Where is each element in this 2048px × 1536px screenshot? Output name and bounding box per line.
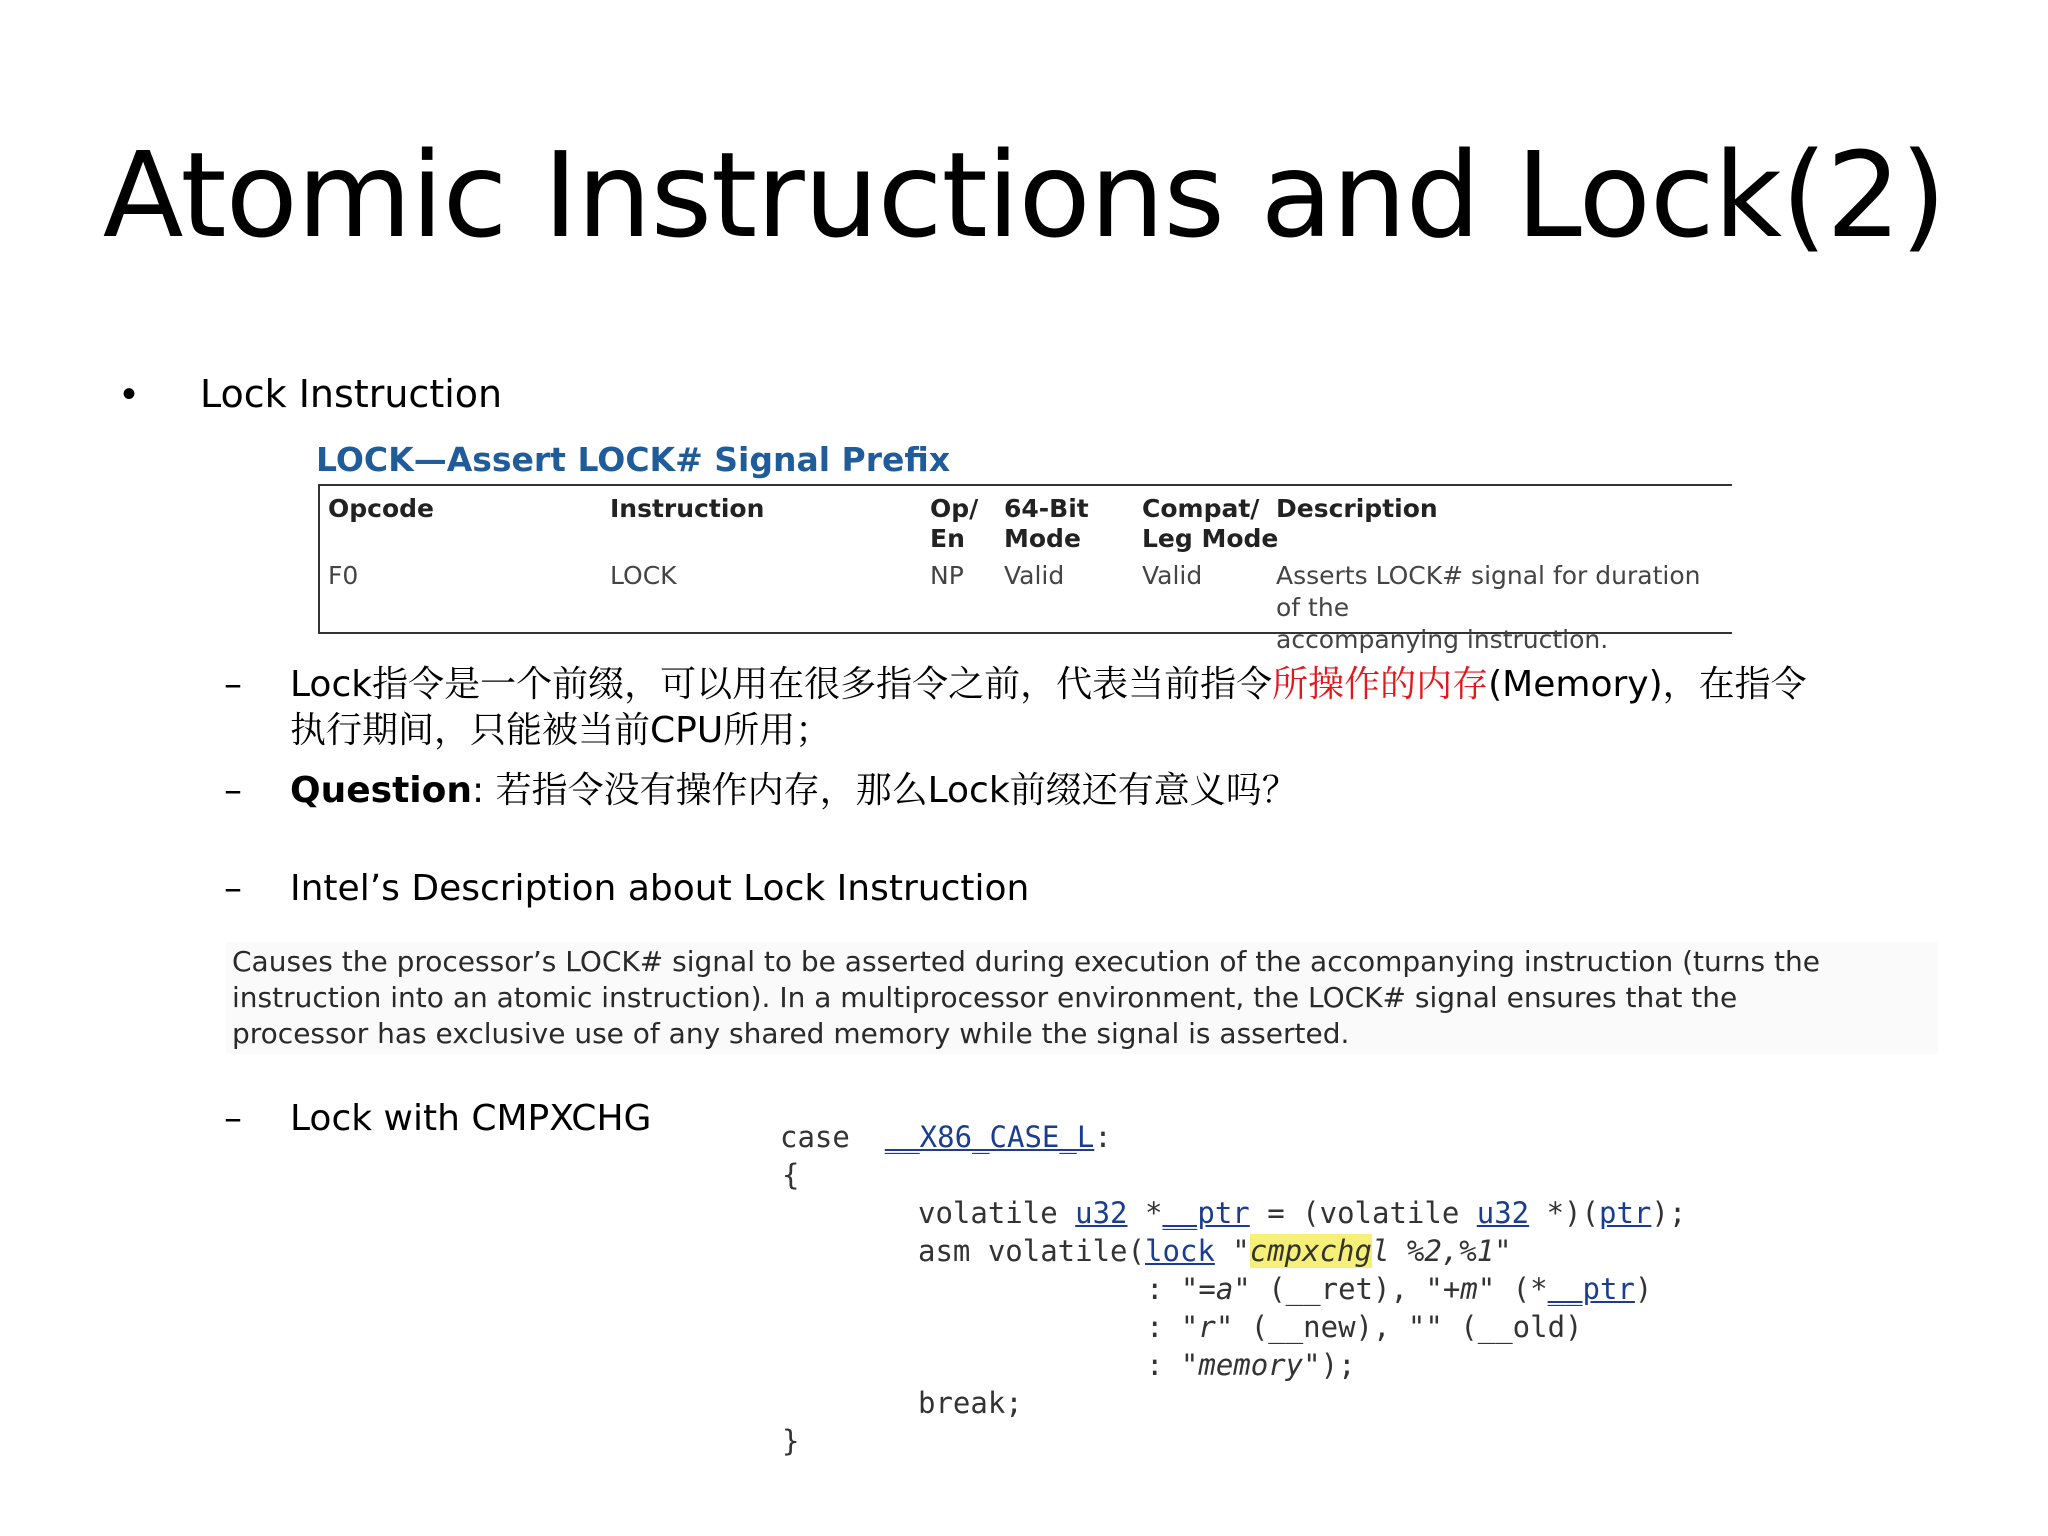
code-clobber-memory: "memory" [1180,1348,1321,1382]
code-eq-cast: = (volatile [1249,1196,1477,1230]
bullet-marker: • [122,372,137,416]
cell-description [1276,560,1732,656]
cell-64bit-mode: Valid [1004,561,1065,590]
header-op-en-line2: En [930,524,965,553]
code-line-clobber [1146,1346,1356,1384]
code-new: (__new), [1233,1310,1408,1344]
code-line-open-brace: { [782,1158,800,1192]
dash-marker: – [224,868,242,909]
point-lock-prefix [290,662,1970,754]
code-star: * [1127,1196,1163,1230]
code-clobber-end: ); [1320,1348,1356,1382]
code-case-label: __X86_CASE_L [884,1120,1095,1154]
code-ret: (__ret), [1250,1272,1426,1306]
question-colon: : [472,770,496,811]
intel-description-block [226,942,1938,1054]
header-64bit-line2: Mode [1004,524,1081,553]
code-volatile: volatile [918,1196,1076,1230]
cell-instruction: LOCK [610,561,677,590]
code-line-break: break; [918,1386,1023,1420]
point1-line2a: 执行期间，只能被当前 [290,710,651,751]
header-compat-line1: Compat/ [1142,494,1260,523]
dash-marker: – [224,770,242,811]
code-case-colon: : [1094,1120,1112,1154]
header-64bit-mode [1004,494,1089,554]
code-colon-2: : [1146,1310,1181,1344]
code-u32: u32 [1075,1196,1128,1230]
question-part1: 若指令没有操作内存，那么 [495,770,928,811]
bullet-lock-instruction: Lock Instruction [200,372,503,416]
dash-marker: – [224,664,242,705]
question-part3: 前缀还有意义吗？ [1009,770,1298,811]
header-compat-line2: Leg Mode [1142,524,1279,553]
header-compat-leg-mode [1142,494,1278,554]
code-constraint-m: "+m" [1425,1272,1496,1306]
code-deref-close: ) [1634,1272,1653,1306]
intel-description-line1: Causes the processor’s LOCK# signal to be asserted during execution of the accompanying instruction (turns the [232,945,1820,978]
point-intel-description: Intel’s Description about Lock Instruction [290,868,1030,909]
header-op-en-line1: Op/ [930,494,979,523]
code-line-case [780,1118,1112,1156]
point1-highlight: 所操作的内存 [1272,664,1489,705]
code-constraint-a: "=a" [1180,1272,1251,1306]
code-lock: lock [1144,1234,1215,1268]
intel-description-line3: processor has exclusive use of any shared memory while the signal is asserted. [232,1017,1350,1050]
header-instruction: Instruction [610,494,765,523]
point-lock-prefix-line2 [290,708,1970,754]
point1-line2c: 所用； [723,710,832,751]
cell-opcode: F0 [328,561,359,590]
code-deref-open: (* [1495,1272,1548,1306]
lock-reference-figure [312,440,1732,654]
header-op-en [930,494,978,554]
slide-title: Atomic Instructions and Lock(2) [102,126,1946,264]
code-line-volatile [918,1194,1686,1232]
point1-cpu: CPU [650,710,724,751]
code-ptr: ptr [1598,1196,1652,1230]
point-question [290,768,1298,814]
code-str-open: " [1214,1234,1250,1268]
code-line-outputs [1146,1270,1652,1308]
header-64bit-line1: 64-Bit [1004,494,1089,523]
code-u32-cast: u32 [1476,1196,1530,1230]
point-lock-prefix-line1 [290,662,1970,708]
code-line-close-brace: } [782,1424,800,1458]
code-ptr-ref: __ptr [1547,1272,1635,1306]
code-cast-end: *)( [1529,1196,1599,1230]
code-line-inputs [1146,1308,1583,1346]
question-lock: Lock [927,770,1010,811]
code-cmpxchg-highlight: cmpxchg [1249,1234,1372,1268]
cell-description-line1: Asserts LOCK# signal for duration of the [1276,561,1701,622]
code-ptr-var: __ptr [1162,1196,1250,1230]
cmpxchg-code-snippet [770,1118,1710,1458]
point1-lock: Lock [290,664,373,705]
header-description: Description [1276,494,1438,523]
lock-table-heading: LOCK—Assert LOCK# Signal Prefix [316,440,951,479]
intel-description-line2: instruction into an atomic instruction). In a multiprocessor environment, the LOCK# signal ensures that the [232,981,1738,1014]
code-colon-3: : [1146,1348,1181,1382]
code-line-asm [918,1232,1512,1270]
question-label: Question [290,770,472,811]
code-constraint-r: "r" [1180,1310,1234,1344]
header-opcode: Opcode [328,494,434,523]
cell-op-en: NP [930,561,964,590]
point-lock-cmpxchg: Lock with CMPXCHG [290,1098,652,1139]
code-cmpxchg-rest: l %2,%1" [1371,1234,1512,1268]
code-case-kw: case [780,1120,850,1154]
lock-table [318,484,1732,654]
cell-compat-mode: Valid [1142,561,1203,590]
code-close-semi: ); [1651,1196,1687,1230]
point1-memory: (Memory) [1488,664,1663,705]
dash-marker: – [224,1098,242,1139]
code-old: (__old) [1442,1310,1583,1344]
point1-description: 指令是一个前缀，可以用在很多指令之前，代表当前指令 [372,664,1273,705]
code-constraint-empty: "" [1407,1310,1443,1344]
point1-tail: ，在指令 [1662,664,1807,705]
code-asm: asm volatile( [918,1234,1145,1268]
cell-description-line2: accompanying instruction. [1276,625,1609,654]
code-colon-1: : [1146,1272,1181,1306]
